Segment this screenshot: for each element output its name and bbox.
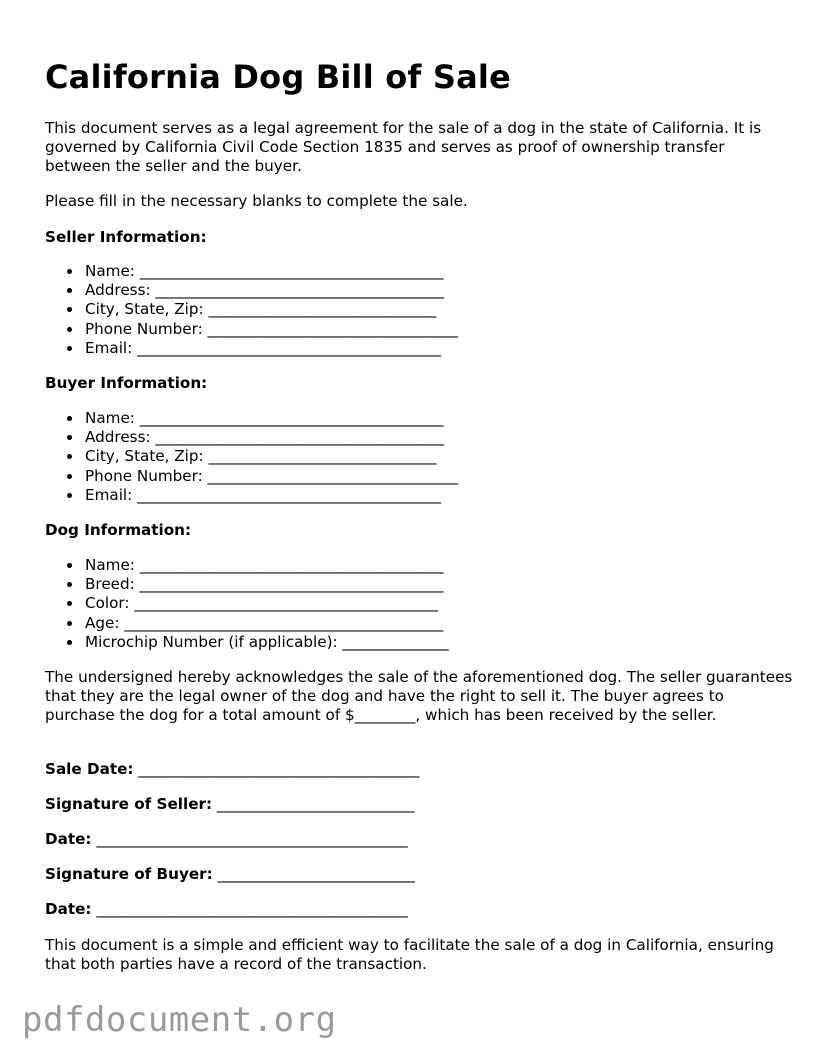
seller-date-label: Date: <box>45 830 92 848</box>
seller-signature-line <box>45 795 414 814</box>
buyer-signature-blank: __________________________ <box>217 865 415 883</box>
dog-heading: Dog Information: <box>45 521 192 539</box>
watermark: pdfdocument.org <box>22 1000 337 1040</box>
buyer-signature-label: Signature of Buyer: <box>45 865 213 883</box>
buyer-email-field: Email: ________________________________________ <box>45 486 458 505</box>
seller-city-state-zip-field: City, State, Zip: ______________________________ <box>45 300 458 319</box>
intro-paragraph: This document serves as a legal agreement for the sale of a dog in the state of California. It is governed by California Civil Code Section 1835 and serves as proof of ownership transfer between the seller and the buyer. <box>45 119 762 175</box>
seller-signature-blank: __________________________ <box>216 795 415 813</box>
dog-color-field: Color: ________________________________________ <box>45 594 449 613</box>
document-title: California Dog Bill of Sale <box>45 58 511 96</box>
seller-address-field: Address: ______________________________________ <box>45 281 458 300</box>
seller-date-blank: _________________________________________ <box>96 830 408 848</box>
acknowledgment-paragraph: The undersigned hereby acknowledges the sale of the aforementioned dog. The seller guarantees that they are the legal owner of the dog and have the right to sell it. The buyer agrees to purchase the dog for a total amount of $________, which has been received by the seller. <box>45 668 793 724</box>
dog-fields-list <box>45 556 449 652</box>
buyer-name-field: Name: ________________________________________ <box>45 409 458 428</box>
seller-date-line <box>45 830 408 849</box>
dog-breed-field: Breed: ________________________________________ <box>45 575 449 594</box>
seller-fields-list <box>45 262 458 358</box>
seller-signature-label: Signature of Seller: <box>45 795 213 813</box>
buyer-signature-line <box>45 865 415 884</box>
seller-phone-field: Phone Number: _________________________________ <box>45 320 458 339</box>
dog-microchip-field: Microchip Number (if applicable): ______________ <box>45 633 449 652</box>
buyer-address-field: Address: ______________________________________ <box>45 428 458 447</box>
seller-heading: Seller Information: <box>45 228 207 246</box>
buyer-date-line <box>45 900 408 919</box>
buyer-date-label: Date: <box>45 900 92 918</box>
instruction-paragraph: Please fill in the necessary blanks to complete the sale. <box>45 192 468 210</box>
sale-date-label: Sale Date: <box>45 760 134 778</box>
seller-email-field: Email: ________________________________________ <box>45 339 458 358</box>
buyer-date-blank: _________________________________________ <box>96 900 408 918</box>
closing-paragraph: This document is a simple and efficient way to facilitate the sale of a dog in California, ensuring that both parties have a record of the transaction. <box>45 936 774 973</box>
buyer-fields-list <box>45 409 458 505</box>
buyer-heading: Buyer Information: <box>45 374 208 392</box>
seller-name-field: Name: ________________________________________ <box>45 262 458 281</box>
dog-name-field: Name: ________________________________________ <box>45 556 449 575</box>
sale-date-line <box>45 760 419 779</box>
sale-date-blank: _____________________________________ <box>138 760 420 778</box>
buyer-city-state-zip-field: City, State, Zip: ______________________________ <box>45 447 458 466</box>
dog-age-field: Age: __________________________________________ <box>45 614 449 633</box>
buyer-phone-field: Phone Number: _________________________________ <box>45 467 458 486</box>
